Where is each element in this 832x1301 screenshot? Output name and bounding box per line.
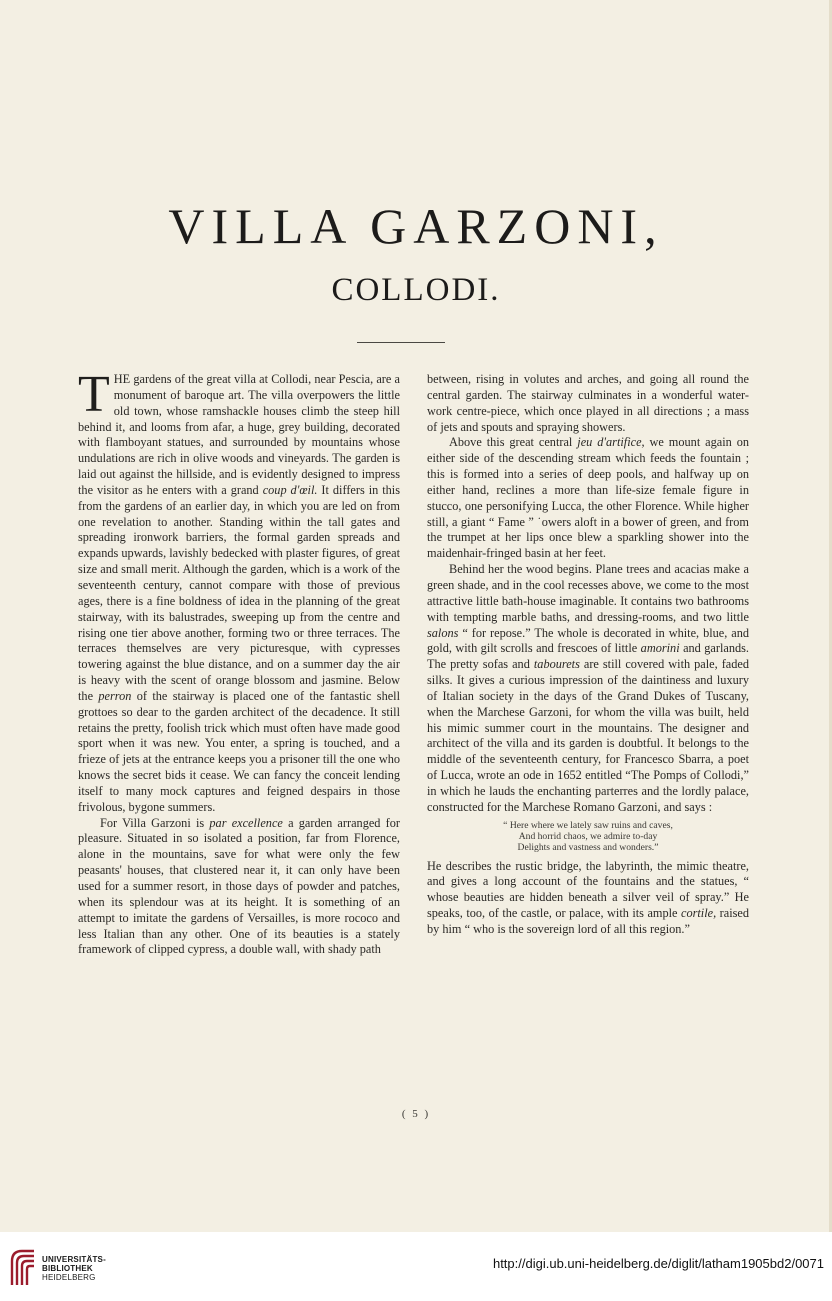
quote-line: And horrid chaos, we admire to-day [518,830,658,842]
paragraph-text: “ for repose.” The whole is decorated in white, blue, and gold, with gilt scrolls and frescoes of little [427,625,749,656]
library-name-line: UNIVERSITÄTS- [42,1255,106,1264]
italic-phrase: coup d'œil. [262,482,318,497]
paragraph [78,816,400,959]
paragraph [78,366,401,816]
paragraph-text: HE gardens of the great villa at Collodi, near Pescia, are a monument of baroque art. The villa overpowers the little old town, whose ramshackle houses climb the steep hill behind it, and looms from afar, a huge, grey building, decorated with flamboyant statues, and surrounded by mountains whose undulations are rich in olive woods and vineyards. The garden is laid out against the hillside, and is evidently designed to impress the visitor as he enters with a grand [78,372,400,497]
paragraph-text: between, rising in volutes and arches, and going all round the central garden. The stairway culminates in a wonderful water-work centre-piece, which once played in all directions ; a mass of jets and spouts and spraying showers. [427,372,749,434]
paragraph-text: Above this great central [449,435,573,450]
paragraph [427,562,749,816]
title-divider [357,342,445,343]
italic-phrase: perron [98,688,132,703]
italic-phrase: par excellence [209,815,283,830]
paragraph-text: and garlands. The pretty sofas and [427,641,749,672]
italic-phrase: tabourets [533,657,580,672]
paragraph-text: are still covered with pale, faded silks. It gives a curious impression of the daintiness and luxury of Italian society in the days of the Grand Dukes of Tuscany, when the Marchese Garzoni, for whom the villa was built, held his mimic summer court in the mountains. The designer and architect of the villa and its garden is doubtful. It belongs to the middle of the seventeenth century, for Francesco Sbarra, a poet of Lucca, wrote an ode in 1652 entitled “The Pomps of Collodi,” in which he lauds the enchanting parterres and the lordly palace, constructed for the Marchese Romano Garzoni, and says : [427,657,750,814]
paragraph-text: a garden arranged for pleasure. Situated in so isolated a position, far from Florence, alone in the mountains, save for what were only the few peasants' houses, that clustered near it, it can only have been used for a summer resort, in those days of powder and patches, when its splendour was at its height. It is something of an attempt to imitate the gardens of Versailles, is more rococo and less Italian than any other. One of its beauties is a stately framework of clipped cypress, a double wall, with shady path [78,815,400,957]
text-column-right [427,372,749,938]
drop-cap: T [78,366,110,423]
library-name-line: HEIDELBERG [42,1273,96,1282]
italic-phrase: jeu d'artifice, [577,435,645,450]
paragraph-text: raised by him “ who is the sovereign lord of all this region.” [427,906,750,936]
library-name-line: BIBLIOTHEK [42,1264,93,1273]
source-url-link[interactable]: http://digi.ub.uni-heidelberg.de/diglit/latham1905bd2/0071 [492,1256,824,1271]
quote-line: Delights and vastness and wonders.” [517,841,659,853]
paragraph-text: It differs in this from the gardens of an earlier day, in which you are led on from one revelation to another. Standing within the tall gates and spreading ironwork barriers, the formal garden spreads and expands upwards, lavishly bedecked with plaster figures, of great size and small merit. Although the garden, which is a work of the seventeenth century, cannot compare with those of previous ages, there is a fine boldness of idea in the planning of the great stairway, with its balustrades, sweeping up from the centre and rising one tier above another, forming two or three terraces. The terraces themselves are very picturesque, with cypresses towering against the blue distance, and on a summer day the air is heavy with the scent of orange blossom and jasmine. Below the [78,482,401,703]
paragraph-text: Behind her the wood begins. Plane trees and acacias make a green shade, and in the cool recesses above, we come to the most attractive little bath-house imaginable. It contains two bathrooms with tempting marble baths, and dressing-rooms, and two little [427,562,749,624]
paragraph [427,435,749,562]
italic-phrase: amorini [640,641,680,656]
library-logo-icon[interactable] [8,1247,38,1287]
quote-line: “ Here where we lately saw ruins and caves, [503,819,673,831]
page-title: VILLA GARZONI, [168,198,664,254]
italic-phrase: salons [427,625,459,640]
verse-quote [427,820,749,853]
library-name [42,1255,106,1282]
paragraph-text: He describes the rustic bridge, the labyrinth, the mimic theatre, and gives a long account of the fountains and the statues, “ whose beauties are hidden beneath a silver veil of spray.” He speaks, too, of the castle, or palace, with its ample [427,858,749,921]
paragraph-text: of the stairway is placed one of the fantastic shell grottoes so dear to the garden architect of the decadence. It still retains the pretty, foolish trick which must often have made good sport when it was new. You enter, a spring is touched, and a frieze of jets at the entrance keeps you a prisoner till the one who knows the secret bids it cease. We can fancy the conceit lending itself to many mock captures and feigned despairs in those frivolous, bygone summers. [78,688,401,814]
italic-phrase: cortile, [680,906,717,921]
paragraph-text: we mount again on either side of the descending stream which feeds the fountain ; this is formed into a series of deep pools, and halfway up on either hand, reclines a more than life-size female figure in stucco, one personifying Lucca, the other Florence. While higher still, a giant “ Fame ” ˙owers aloft in a bower of green, and from the trumpet at her lips once blew a sparkling shower into the maidenhair-fringed basin at her feet. [427,435,750,561]
page-number: ( 5 ) [401,1108,431,1120]
text-column-left [78,366,401,958]
paragraph [427,372,749,435]
paragraph [427,859,749,938]
page-subtitle: COLLODI. [331,272,501,308]
paragraph-text: For Villa Garzoni is [100,815,205,830]
